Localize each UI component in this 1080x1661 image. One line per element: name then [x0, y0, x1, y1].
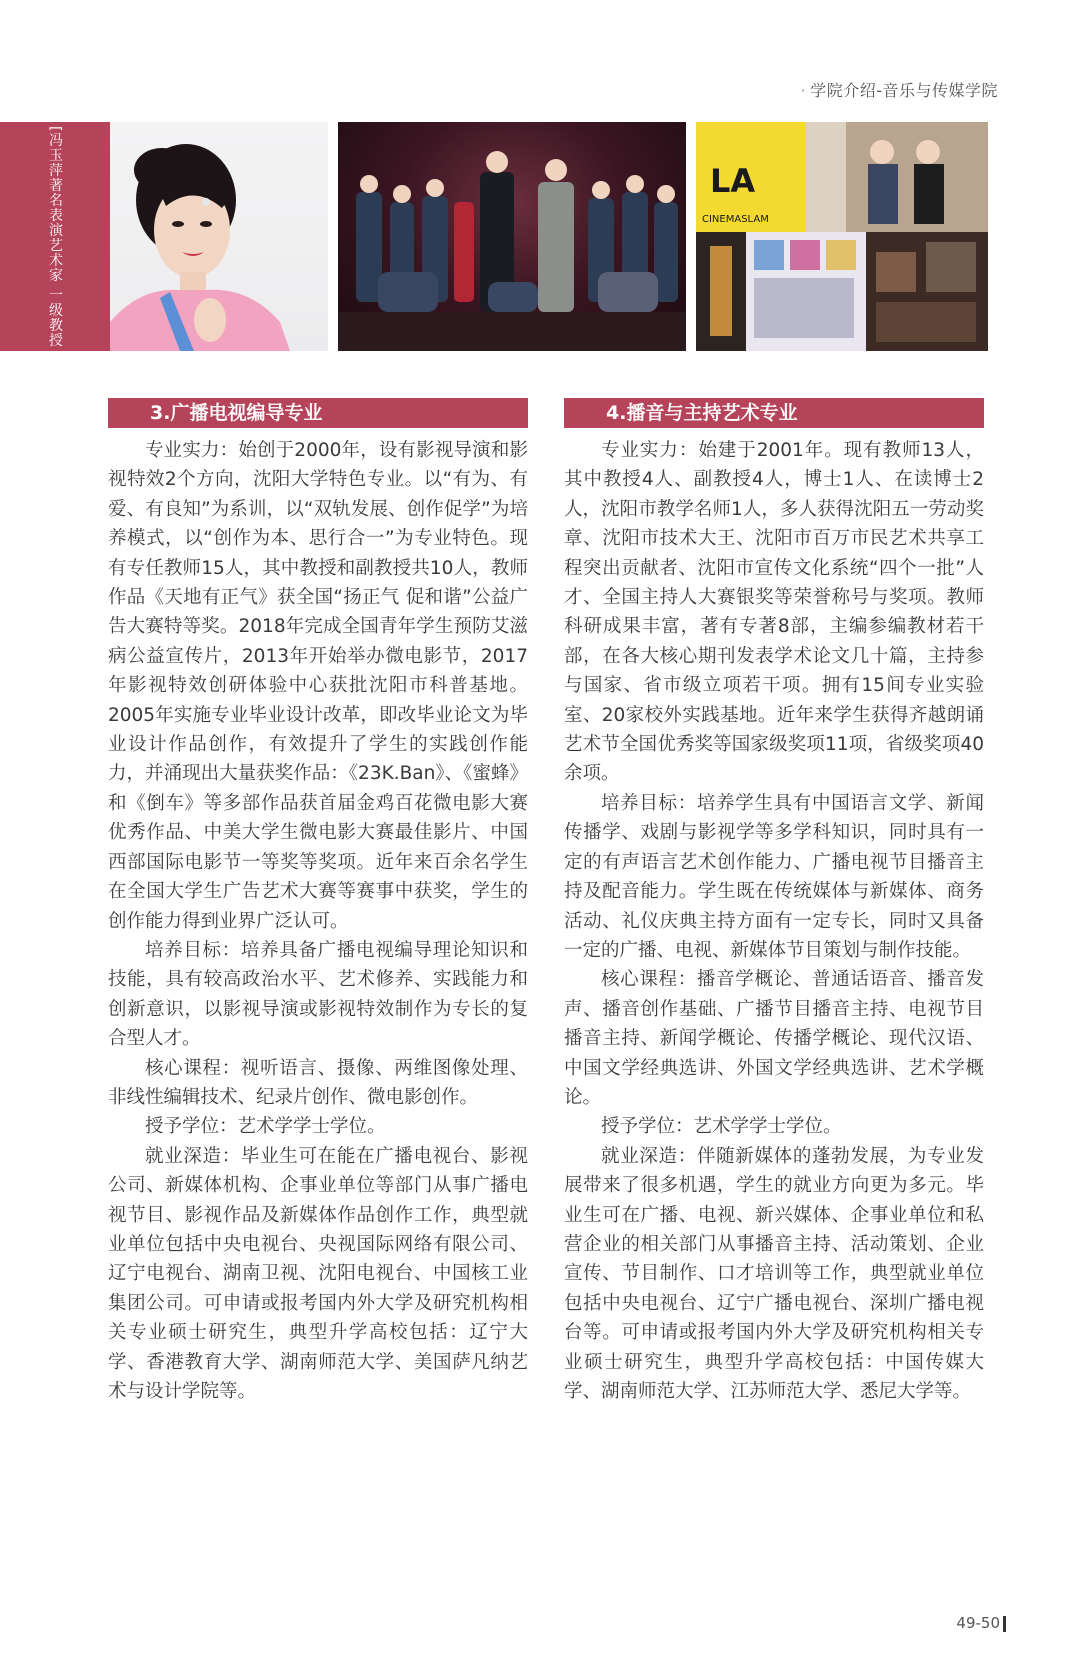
stage-illustration: [338, 122, 686, 351]
page-header: [801, 78, 998, 101]
banner-caption: [冯玉萍著名表演艺术家 一级教授: [47, 125, 63, 348]
paragraph: 核心课程：视听语言、摄像、两维图像处理、非线性编辑技术、纪录片创作、微电影创作。: [108, 1057, 528, 1108]
paragraph: 授予学位：艺术学学士学位。: [145, 1116, 386, 1138]
page-number: 49-50: [956, 1614, 1000, 1632]
paragraph: 核心课程：播音学概论、普通话语音、播音发声、播音创作基础、广播节目播音主持、电视节目播音主持、新闻学概论、传播学概论、现代汉语、中国文学经典选讲、外国文学经典选讲、艺术学概论。: [564, 969, 984, 1108]
paragraph: 就业深造：伴随新媒体的蓬勃发展，为专业发展带来了很多机遇，学生的就业方向更为多元。毕业生可在广播、电视、新兴媒体、企事业单位和私营企业的相关部门从事播音主持、活动策划、企业宣传、节目制作、口才培训等工作，典型就业单位包括中央电视台、辽宁广播电视台、深圳广播电视台等。可申请或报考国内外大学及研究机构相关专业硕士研究生，典型升学高校包括：中国传媒大学、湖南师范大学、江苏师范大学、悉尼大学等。: [564, 1145, 984, 1402]
collage-illustration: [696, 122, 988, 351]
paragraph: 专业实力：始创于2000年，设有影视导演和影视特效2个方向，沈阳大学特色专业。以“有为、有爱、有良知”为系训，以“双轨发展、创作促学”为培养模式，以“创作为本、思行合一”为专业特色。现有专任教师15人，其中教授和副教授共10人，教师作品《天地有正气》获全国“扬正气 促和谐”公益广告大赛特等奖。2018年完成全国青年学生预防艾滋病公益宣传片，2013年开始举办微电影节，2017年影视特效创研体验中心获批沈阳市科普基地。2005年实施专业毕业设计改革，即改毕业论文为毕业设计作品创作，有效提升了学生的实践创作能力，并涌现出大量获奖作品：《23K.Ban》、《蜜蜂》和《倒车》等多部作品获首届金鸡百花微电影大赛优秀作品、中美大学生微电影大赛最佳影片、中国西部国际电影节一等奖等奖项。近年来百余名学生在全国大学生广告艺术大赛等赛事中获奖，学生的创作能力得到业界广泛认可。: [108, 440, 528, 932]
paragraph: 培养目标：培养具备广播电视编导理论知识和技能，具有较高政治水平、艺术修养、实践能力和创新意识，以影视导演或影视特效制作为专长的复合型人才。: [108, 939, 528, 1050]
portrait-illustration: [110, 122, 328, 351]
svg-text:LA: LA: [710, 162, 756, 200]
paragraph: 就业深造：毕业生可在能在广播电视台、影视公司、新媒体机构、企事业单位等部门从事广播电视节目、影视作品及新媒体作品创作工作，典型就业单位包括中央电视台、央视国际网络有限公司、辽宁电视台、湖南卫视、沈阳电视台、中国核工业集团公司。可申请或报考国内外大学及研究机构相关专业硕士研究生，典型升学高校包括：辽宁大学、香港教育大学、湖南师范大学、美国萨凡纳艺术与设计学院等。: [108, 1145, 528, 1402]
right-column: [564, 398, 984, 1406]
collage-sign-text: CINEMASLAM: [702, 214, 769, 225]
left-column: [108, 398, 528, 1406]
paragraph: 授予学位：艺术学学士学位。: [601, 1116, 842, 1138]
paragraph: 专业实力：始建于2001年。现有教师13人，其中教授4人、副教授4人，博士1人、在读博士2人，沈阳市教学名师1人，多人获得沈阳五一劳动奖章、沈阳市技术大王、沈阳市百万市民艺术共享工程突出贡献者、沈阳市宣传文化系统“四个一批”人才、全国主持人大赛银奖等荣誉称号与奖项。教师科研成果丰富，著有专著8部，主编参编教材若干部，在各大核心期刊发表学术论文几十篇，主持参与国家、省市级立项若干项。拥有15间专业实验室、20家校外实践基地。近年来学生获得齐越朗诵艺术节全国优秀奖等国家级奖项11项，省级奖项40余项。: [564, 440, 984, 785]
stage-performance-photo: [338, 122, 686, 351]
portrait-photo: [110, 122, 328, 351]
page-number-bar: [1003, 1616, 1006, 1632]
section-heading: 4.播音与主持艺术专业: [564, 398, 984, 428]
awards-collage-photo: [696, 122, 988, 351]
header-title: 学院介绍-音乐与传媒学院: [810, 81, 998, 100]
header-separator: ·: [800, 81, 807, 100]
section-heading: 3.广播电视编导专业: [108, 398, 528, 428]
paragraph: 培养目标：培养学生具有中国语言文学、新闻传播学、戏剧与影视学等多学科知识，同时具有一定的有声语言艺术创作能力、广播电视节目播音主持及配音能力。学生既在传统媒体与新媒体、商务活动、礼仪庆典主持方面有一定专长，同时又具备一定的广播、电视、新媒体节目策划与制作技能。: [564, 792, 984, 961]
